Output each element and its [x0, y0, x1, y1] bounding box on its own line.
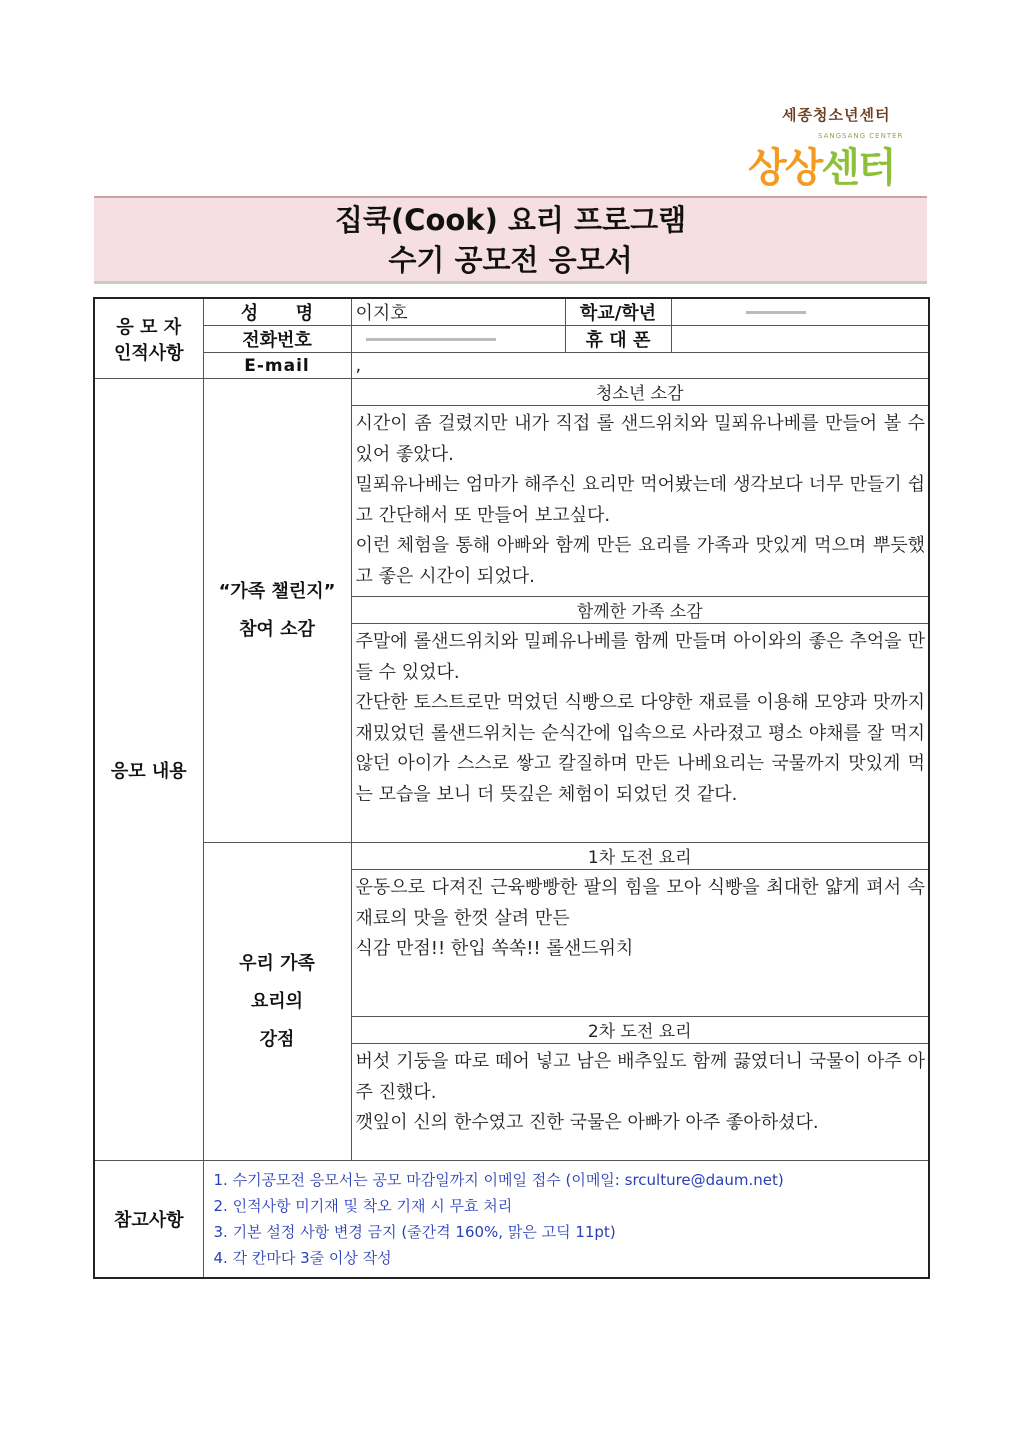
notes-label: 참고사항 — [94, 1161, 203, 1279]
notes-item: 4. 각 칸마다 3줄 이상 작성 — [213, 1249, 392, 1267]
family-opinion-header: 함께한 가족 소감 — [352, 597, 929, 624]
mobile-value — [671, 326, 929, 353]
logo-main-text — [748, 136, 895, 193]
strength-label — [203, 843, 351, 1161]
dish2-header: 2차 도전 요리 — [352, 1017, 929, 1044]
applicant-label-line-1: 응 모 자 — [116, 316, 182, 338]
logo-main-right: 센터 — [821, 145, 895, 191]
strength-label-line-2: 요리의 — [250, 990, 304, 1012]
notes-list — [203, 1161, 929, 1279]
title-line-2: 수기 공모전 응모서 — [388, 243, 633, 277]
logo-sub-text: SANGSANG CENTER — [818, 132, 904, 140]
strength-label-line-1: 우리 가족 — [239, 952, 315, 974]
content-section-label: 응모 내용 — [94, 379, 203, 1161]
school-grade-value — [671, 298, 929, 326]
document-title — [94, 196, 927, 284]
family-paragraph: 간단한 토스트로만 먹었던 식빵으로 다양한 재료를 이용해 모양과 맛까지 재밌었던 롤샌드위치는 순식간에 입속으로 사라졌고 평소 야채를 잘 먹지 않던 아이가 스스로 쌓고 칼질하며 만든 나베요리는 국물까지 맛있게 먹는 모습을 보니 더 뜻깊은 체험이 되었던 것 같다. — [355, 692, 925, 805]
redacted-phone — [366, 338, 496, 341]
dish2-paragraph: 버섯 기둥을 따로 떼어 넣고 남은 배추잎도 함께 끓였더니 국물이 아주 아주 진했다. — [355, 1051, 925, 1103]
youth-paragraph: 밀푀유나베는 엄마가 해주신 요리만 먹어봤는데 생각보다 너무 만들기 쉽고 간단해서 또 만들어 보고싶다. — [355, 474, 925, 526]
dish2-text — [352, 1044, 929, 1160]
dish1-paragraph: 운동으로 다져진 근육빵빵한 팔의 힘을 모아 식빵을 최대한 얇게 펴서 속재료의 맛을 한껏 살려 만든 — [355, 877, 925, 929]
center-logo — [740, 100, 940, 190]
phone-label: 전화번호 — [203, 326, 351, 353]
family-opinion-text — [352, 624, 929, 842]
challenge-content-cell — [351, 379, 929, 843]
dish1-text — [352, 870, 929, 1017]
strength-content-cell — [351, 843, 929, 1161]
youth-paragraph: 시간이 좀 걸렸지만 내가 직접 롤 샌드위치와 밀푀유나베를 만들어 볼 수 있어 좋았다. — [355, 413, 925, 465]
application-form-table — [93, 297, 930, 1279]
dish1-paragraph: 식감 만점!! 한입 쏙쏙!! 롤샌드위치 — [355, 938, 634, 959]
applicant-section-label — [94, 298, 203, 379]
mobile-label: 휴 대 폰 — [565, 326, 671, 353]
school-grade-label: 학교/학년 — [565, 298, 671, 326]
youth-opinion-text — [352, 406, 929, 597]
email-value: , — [351, 353, 929, 379]
logo-top-text: 세종청소년센터 — [782, 106, 891, 124]
title-line-1: 집쿡(Cook) 요리 프로그램 — [334, 203, 687, 237]
challenge-label-line-1: “가족 챌린지” — [218, 580, 336, 602]
strength-label-line-3: 강점 — [259, 1028, 295, 1050]
notes-item: 2. 인적사항 미기재 및 착오 기재 시 무효 처리 — [213, 1197, 513, 1215]
youth-opinion-header: 청소년 소감 — [352, 379, 929, 406]
challenge-label — [203, 379, 351, 843]
phone-value — [351, 326, 565, 353]
email-label: E-mail — [203, 353, 351, 379]
applicant-label-line-2: 인적사항 — [113, 342, 184, 364]
family-paragraph: 주말에 롤샌드위치와 밀페유나베를 함께 만들며 아이와의 좋은 추억을 만들 수 있었다. — [355, 631, 925, 683]
challenge-label-line-2: 참여 소감 — [239, 618, 315, 640]
redacted-school — [746, 311, 806, 314]
dish2-paragraph: 깻잎이 신의 한수였고 진한 국물은 아빠가 아주 좋아하셨다. — [355, 1112, 819, 1133]
notes-item: 3. 기본 설정 사항 변경 금지 (줄간격 160%, 맑은 고딕 11pt) — [213, 1223, 616, 1241]
name-value: 이지호 — [351, 298, 565, 326]
dish1-header: 1차 도전 요리 — [352, 843, 929, 870]
name-label: 성 명 — [203, 298, 351, 326]
logo-main-left: 상상 — [748, 145, 822, 191]
notes-item: 1. 수기공모전 응모서는 공모 마감일까지 이메일 접수 (이메일: srculture@daum.net) — [213, 1171, 784, 1189]
youth-paragraph: 이런 체험을 통해 아빠와 함께 만든 요리를 가족과 맛있게 먹으며 뿌듯했고 좋은 시간이 되었다. — [355, 535, 925, 587]
